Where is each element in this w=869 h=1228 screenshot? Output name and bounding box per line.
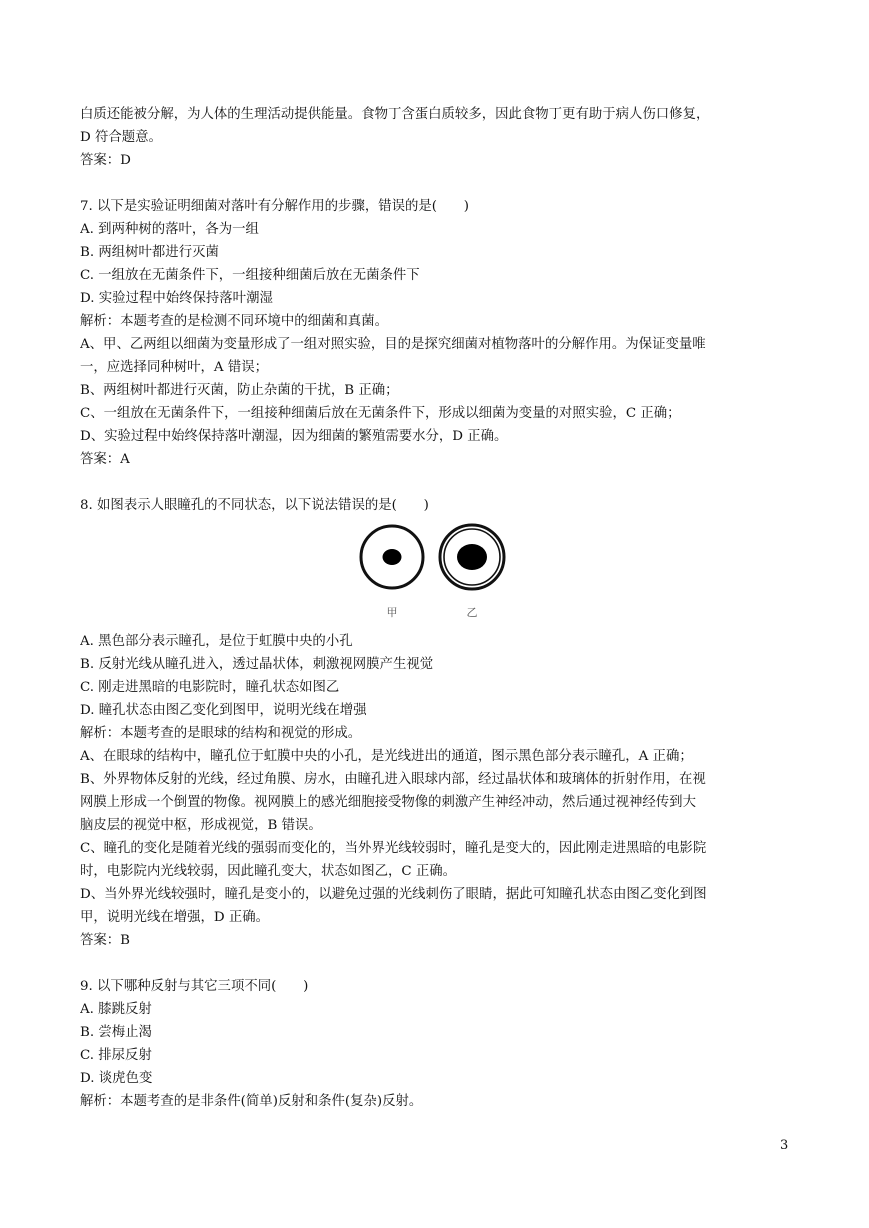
option-c: C. 排尿反射 [80,1048,152,1063]
option-b: B. 尝梅止渴 [80,1025,152,1040]
option-c: C. 一组放在无菌条件下，一组接种细菌后放在无菌条件下 [80,268,420,283]
question-stem: 9. 以下哪种反射与其它三项不同( ) [80,979,309,994]
analysis-line: D、当外界光线较强时，瞳孔是变小的，以避免过强的光线刺伤了眼睛，据此可知瞳孔状态由图乙变化到图 [80,887,707,902]
option-d: D. 瞳孔状态由图乙变化到图甲，说明光线在增强 [80,703,367,718]
figure-label-yi: 乙 [466,606,478,619]
option-d: D. 谈虎色变 [80,1071,153,1086]
page-number: 3 [780,1138,789,1153]
option-a: A. 黑色部分表示瞳孔，是位于虹膜中央的小孔 [80,634,353,649]
analysis-line: 甲，说明光线在增强，D 正确。 [80,910,270,925]
analysis-line: 脑皮层的视觉中枢，形成视觉，B 错误。 [80,818,322,833]
option-a: A. 膝跳反射 [80,1002,152,1017]
analysis-line: A、甲、乙两组以细菌为变量形成了一组对照实验，目的是探究细菌对植物落叶的分解作用。为保证变量唯 [80,337,706,352]
answer-line: 答案：D [80,153,131,168]
text-line: D 符合题意。 [80,130,162,145]
option-a: A. 到两种树的落叶，各为一组 [80,222,259,237]
option-c: C. 刚走进黑暗的电影院时，瞳孔状态如图乙 [80,680,340,695]
answer-line: 答案：A [80,452,130,467]
analysis-line: C、瞳孔的变化是随着光线的强弱而变化的，当外界光线较弱时，瞳孔是变大的，因此刚走进黑暗的电影院 [80,841,707,856]
text-line: 白质还能被分解，为人体的生理活动提供能量。食物丁含蛋白质较多，因此食物丁更有助于病人伤口修复， [80,107,710,122]
analysis-line: 解析：本题考查的是检测不同环境中的细菌和真菌。 [80,314,388,329]
eye-large-pupil [440,525,504,589]
option-d: D. 实验过程中始终保持落叶潮湿 [80,291,273,306]
analysis-line: 解析：本题考查的是眼球的结构和视觉的形成。 [80,726,362,741]
option-b: B. 反射光线从瞳孔进入，透过晶状体，刺激视网膜产生视觉 [80,657,434,672]
question-stem: 7. 以下是实验证明细菌对落叶有分解作用的步骤，错误的是( ) [80,199,470,214]
pupil-figure [346,520,506,630]
answer-line: 答案：B [80,933,131,948]
analysis-line: 网膜上形成一个倒置的物像。视网膜上的感光细胞接受物像的刺激产生神经冲动，然后通过视神经传到大 [80,795,696,810]
figure-label-jia: 甲 [386,606,398,619]
analysis-line: 一，应选择同种树叶，A 错误； [80,360,269,375]
analysis-line: B、两组树叶都进行灭菌，防止杂菌的干扰，B 正确； [80,383,399,398]
question-stem: 8. 如图表示人眼瞳孔的不同状态，以下说法错误的是( ) [80,498,429,513]
eye-small-pupil [361,526,423,588]
analysis-line: C、一组放在无菌条件下，一组接种细菌后放在无菌条件下，形成以细菌为变量的对照实验，C 正确； [80,406,681,421]
analysis-line: A、在眼球的结构中，瞳孔位于虹膜中央的小孔，是光线进出的通道，图示黑色部分表示瞳孔，A 正确； [80,749,693,764]
analysis-line: B、外界物体反射的光线，经过角膜、房水，由瞳孔进入眼球内部，经过晶状体和玻璃体的折射作用，在视 [80,772,706,787]
option-b: B. 两组树叶都进行灭菌 [80,245,219,260]
analysis-line: D、实验过程中始终保持落叶潮湿，因为细菌的繁殖需要水分，D 正确。 [80,429,508,444]
analysis-line: 时，电影院内光线较弱，因此瞳孔变大，状态如图乙，C 正确。 [80,864,457,879]
analysis-line: 解析：本题考查的是非条件(简单)反射和条件(复杂)反射。 [80,1094,423,1109]
